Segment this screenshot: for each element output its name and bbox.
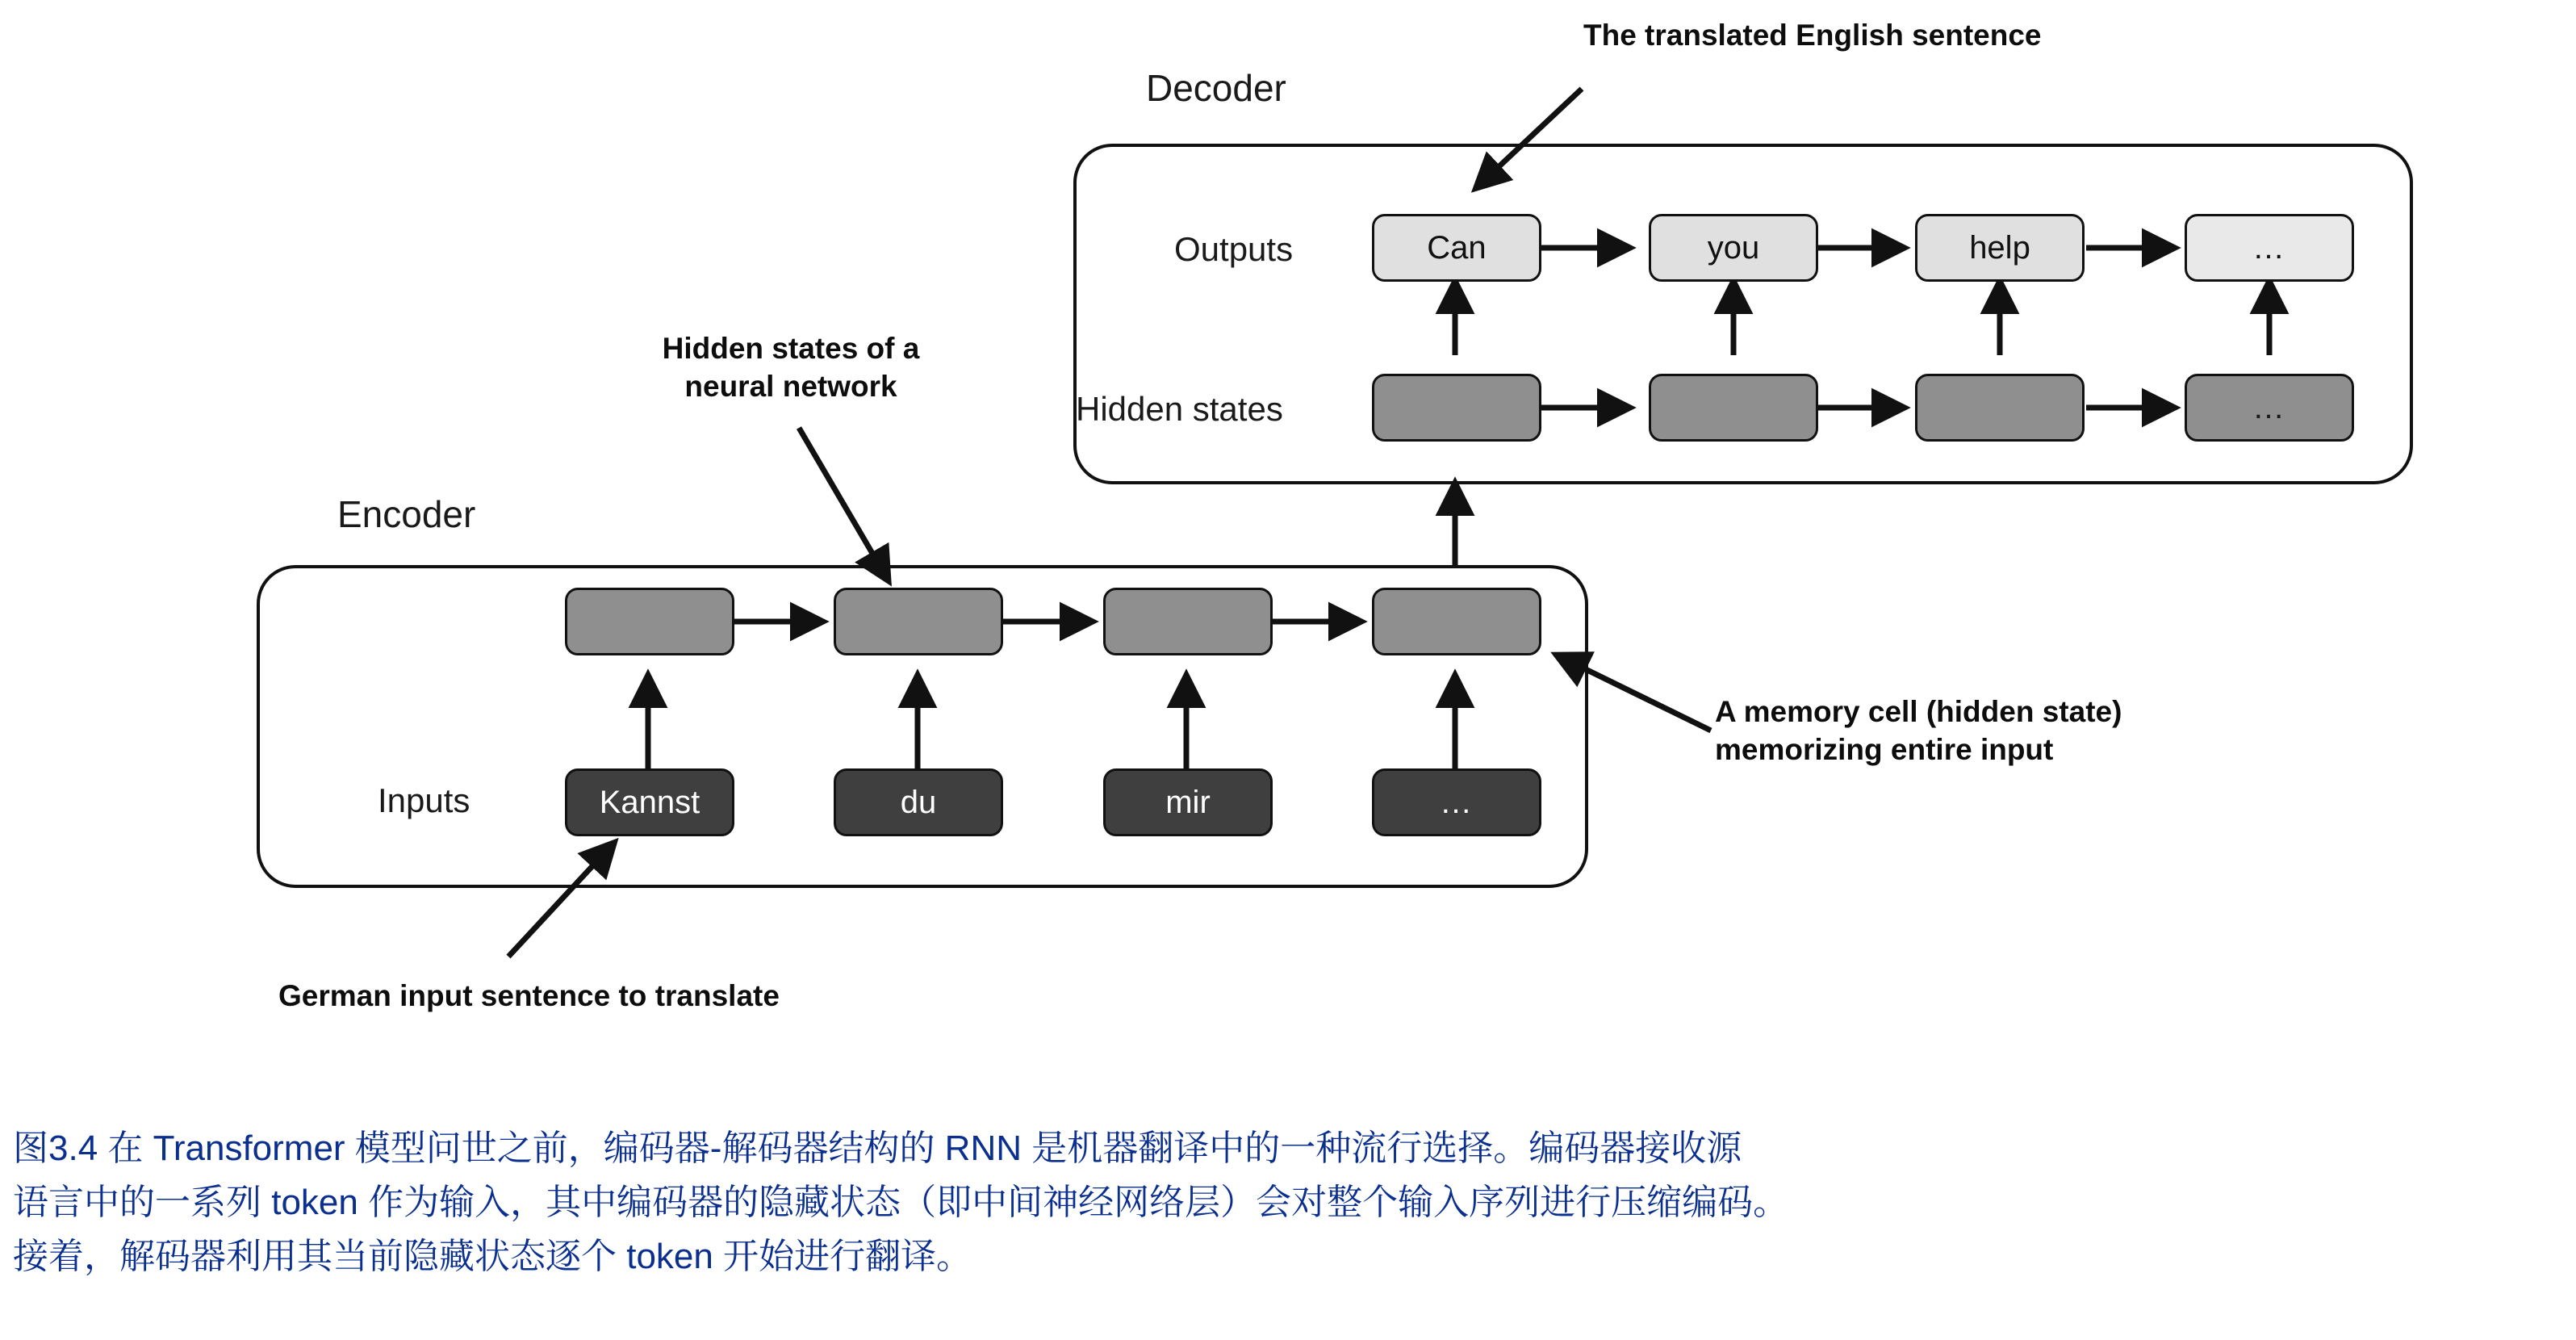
decoder-output-token-1-label: Can [1427, 229, 1487, 266]
annotation-memory-cell-line-1: A memory cell (hidden state) [1715, 695, 2122, 728]
decoder-output-token-3 [1915, 214, 2085, 282]
decoder-output-token-1 [1372, 214, 1541, 282]
encoder-hidden-state-4 [1372, 588, 1541, 655]
decoder-hidden-state-1 [1372, 374, 1541, 442]
annotation-hidden-states-line-2: neural network [684, 370, 897, 404]
encoder-hidden-state-3 [1103, 588, 1273, 655]
decoder-outputs-label: Outputs [1174, 230, 1294, 268]
encoder-inputs-label: Inputs [378, 781, 470, 819]
annotation-hidden-states [565, 329, 1017, 406]
annotation-memory-cell [1715, 693, 2122, 769]
decoder-hidden-state-3 [1915, 374, 2085, 442]
figure-caption-line-3: 接着，解码器利用其当前隐藏状态逐个 token 开始进行翻译。 [13, 1236, 972, 1276]
encoder-hidden-state-1 [565, 588, 734, 655]
decoder-hidden-state-4 [2185, 374, 2354, 442]
encoder-input-token-3 [1103, 768, 1273, 836]
encoder-input-token-4-label: … [1440, 785, 1474, 820]
encoder-input-token-1-label: Kannst [599, 784, 700, 820]
decoder-output-token-2 [1649, 214, 1818, 282]
figure-caption [13, 1122, 2563, 1284]
decoder-hidden-state-4-label: … [2252, 390, 2286, 425]
annotation-hidden-states-line-1: Hidden states of a [662, 332, 920, 365]
decoder-output-token-3-label: help [1969, 229, 2030, 266]
figure-caption-line-2: 语言中的一系列 token 作为输入，其中编码器的隐藏状态（即中间神经网络层）会对整个输入序列进行压缩编码。 [13, 1182, 1789, 1222]
annotation-memory-cell-line-2: memorizing entire input [1715, 733, 2054, 767]
decoder-output-token-4 [2185, 214, 2354, 282]
encoder-hidden-state-2 [834, 588, 1003, 655]
encoder-input-token-4 [1372, 768, 1541, 836]
encoder-input-token-1 [565, 768, 734, 836]
decoder-hidden-state-2 [1649, 374, 1818, 442]
encoder-input-token-2-label: du [900, 784, 937, 820]
decoder-output-token-4-label: … [2252, 230, 2286, 266]
encoder-section-label: Encoder [337, 493, 476, 535]
decoder-output-token-2-label: you [1707, 229, 1760, 266]
annotation-german-input: German input sentence to translate [278, 979, 780, 1012]
decoder-section-label: Decoder [1146, 67, 1286, 109]
figure-caption-line-1: 图3.4 在 Transformer 模型问世之前，编码器-解码器结构的 RNN 是机器翻译中的一种流行选择。编码器接收源 [13, 1129, 1742, 1168]
annotation-translated-sentence: The translated English sentence [1583, 19, 2042, 52]
decoder-hidden-states-label: Hidden states [1076, 390, 1283, 428]
encoder-input-token-2 [834, 768, 1003, 836]
encoder-input-token-3-label: mir [1165, 784, 1211, 820]
